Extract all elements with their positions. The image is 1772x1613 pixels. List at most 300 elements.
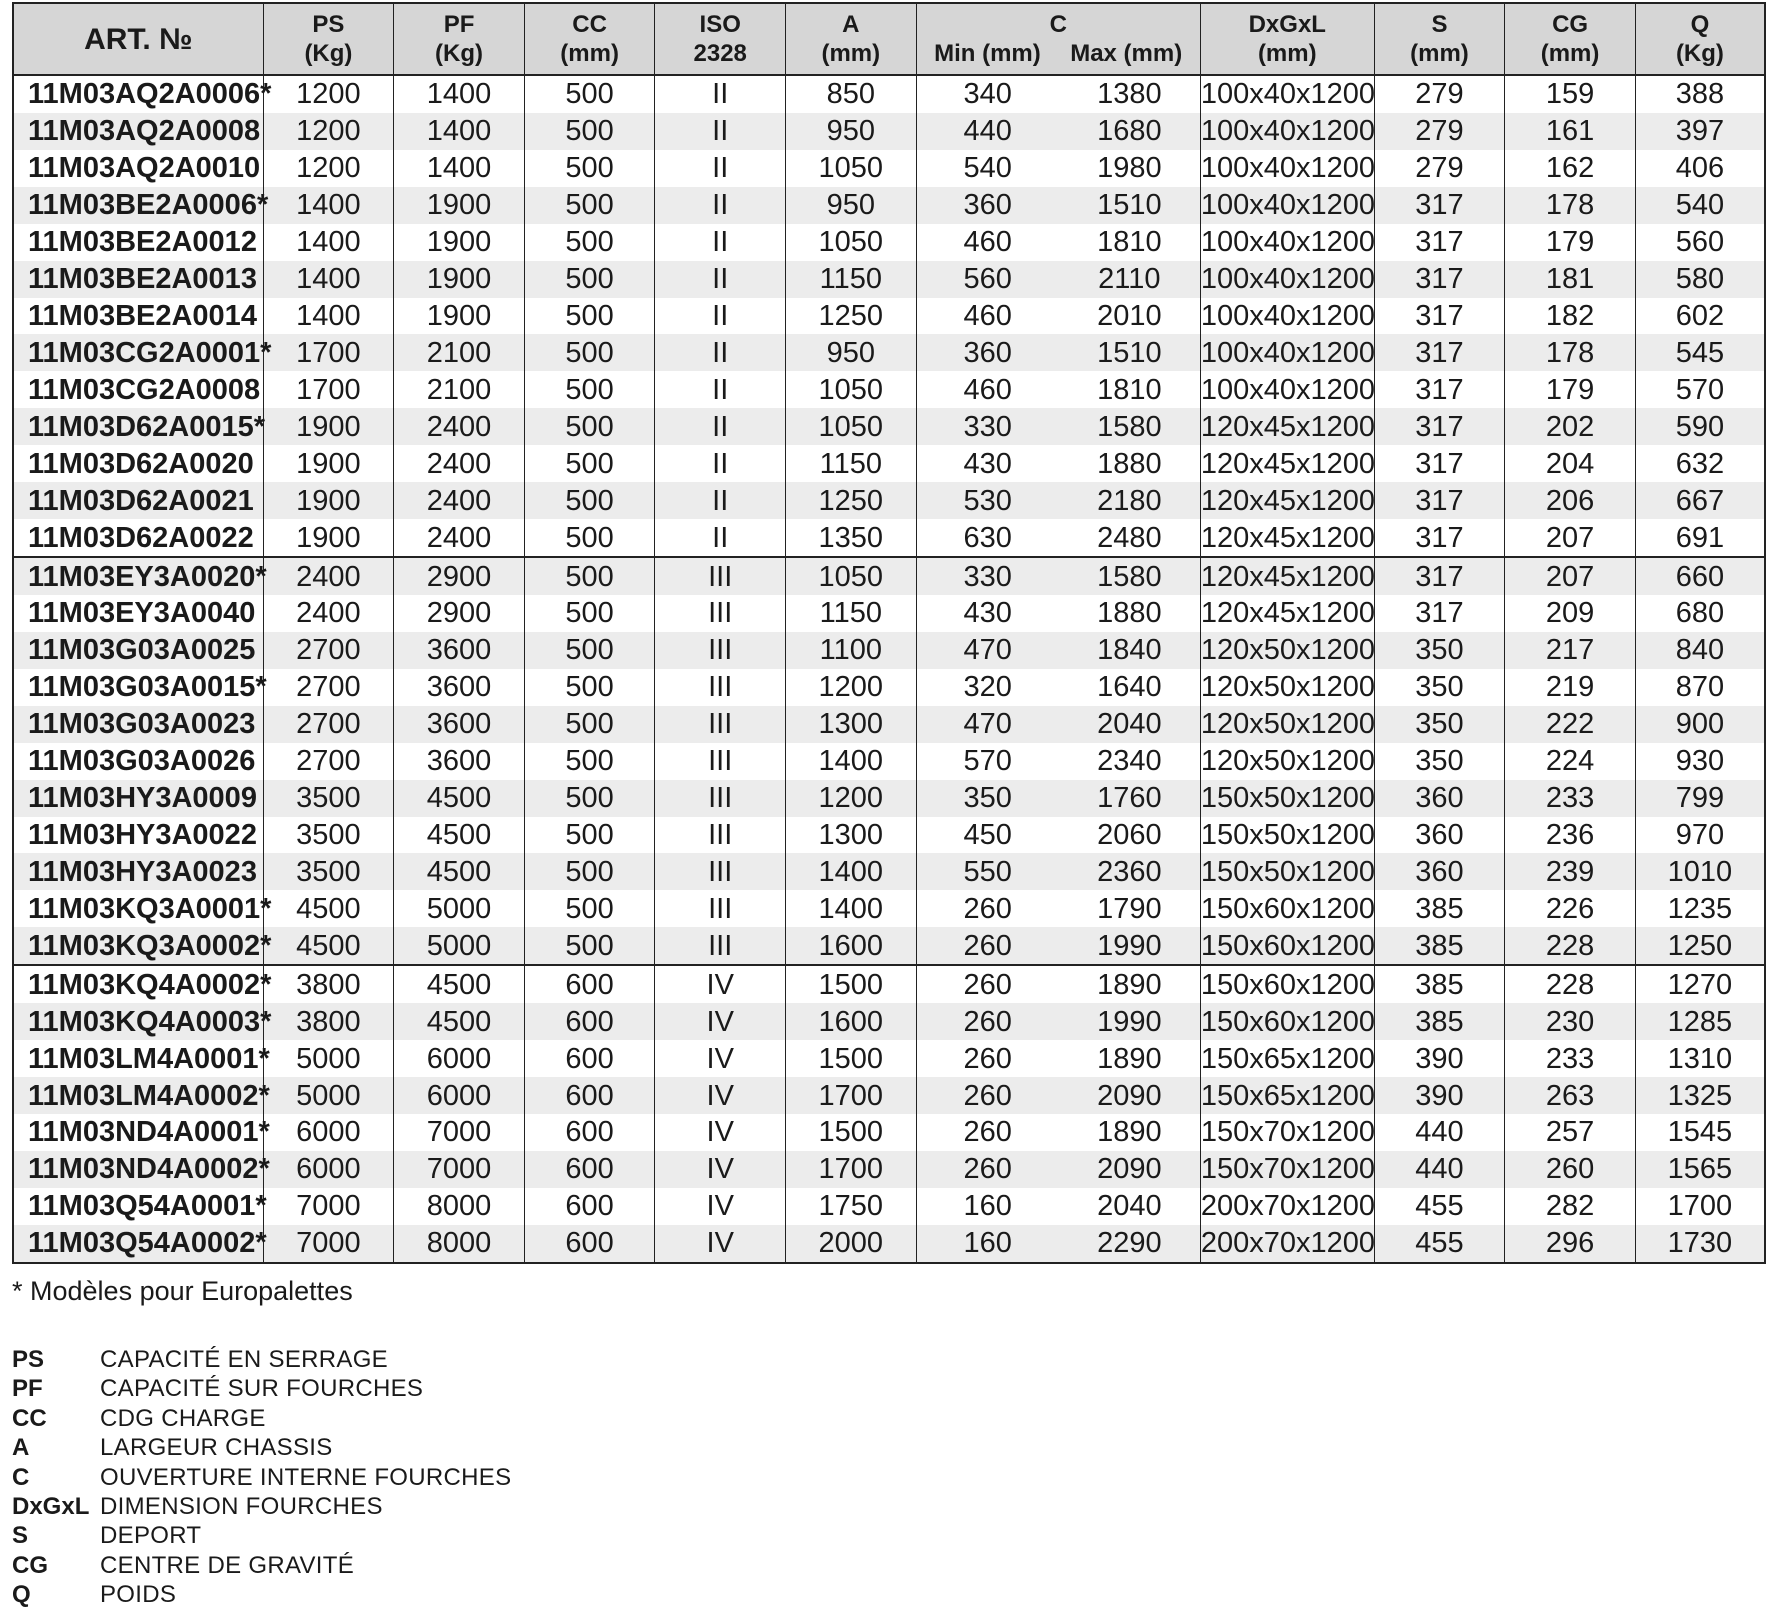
cell-q: 602 [1635, 298, 1765, 335]
legend-desc: CDG CHARGE [100, 1404, 266, 1432]
cell-ps: 3800 [263, 965, 394, 1003]
cell-a: 1600 [786, 927, 917, 965]
cell-art: 11M03EY3A0020* [13, 557, 263, 595]
legend-abbr: DxGxL [12, 1492, 90, 1520]
cell-cg: 161 [1505, 113, 1636, 150]
cell-a: 1050 [786, 408, 917, 445]
cell-c-min: 460 [916, 371, 1059, 408]
cell-cg: 282 [1505, 1188, 1636, 1225]
cell-art: 11M03CG2A0008 [13, 371, 263, 408]
cell-s: 350 [1374, 632, 1505, 669]
cell-a: 1350 [786, 519, 917, 557]
cell-cc: 500 [524, 482, 655, 519]
cell-iso: II [655, 261, 786, 298]
cell-iso: IV [655, 1114, 786, 1151]
cell-ps: 6000 [263, 1151, 394, 1188]
cell-c-min: 440 [916, 113, 1059, 150]
cell-s: 350 [1374, 706, 1505, 743]
cell-dxgxl: 120x50x1200 [1200, 669, 1374, 706]
legend-item [12, 1433, 511, 1462]
cell-iso: III [655, 669, 786, 706]
cell-cc: 600 [524, 1114, 655, 1151]
cell-s: 317 [1374, 187, 1505, 224]
table-row [13, 817, 1765, 854]
cell-ps: 5000 [263, 1040, 394, 1077]
cell-c-max: 2040 [1059, 706, 1201, 743]
cell-cg: 217 [1505, 632, 1636, 669]
col-header-art: ART. № [13, 3, 263, 75]
legend-item [12, 1521, 511, 1550]
cell-c-min: 330 [916, 557, 1059, 595]
cell-c-min: 570 [916, 743, 1059, 780]
cell-a: 1150 [786, 261, 917, 298]
cell-ps: 1700 [263, 371, 394, 408]
cell-art: 11M03AQ2A0006* [13, 75, 263, 113]
legend-abbr: Q [12, 1581, 31, 1609]
cell-iso: II [655, 224, 786, 261]
cell-cg: 181 [1505, 261, 1636, 298]
cell-q: 590 [1635, 408, 1765, 445]
cell-cg: 207 [1505, 557, 1636, 595]
cell-ps: 1400 [263, 224, 394, 261]
cell-ps: 1700 [263, 334, 394, 371]
cell-cc: 500 [524, 780, 655, 817]
cell-art: 11M03CG2A0001* [13, 334, 263, 371]
legend-item [12, 1463, 511, 1492]
cell-cc: 500 [524, 224, 655, 261]
cell-iso: IV [655, 1225, 786, 1263]
cell-cc: 500 [524, 113, 655, 150]
cell-s: 317 [1374, 408, 1505, 445]
legend-abbr: C [12, 1463, 30, 1491]
cell-art: 11M03Q54A0001* [13, 1188, 263, 1225]
cell-dxgxl: 150x65x1200 [1200, 1040, 1374, 1077]
cell-pf: 1400 [394, 75, 525, 113]
cell-ps: 1200 [263, 150, 394, 187]
cell-iso: II [655, 298, 786, 335]
cell-art: 11M03D62A0022 [13, 519, 263, 557]
cell-a: 1500 [786, 965, 917, 1003]
cell-cg: 179 [1505, 371, 1636, 408]
cell-s: 455 [1374, 1188, 1505, 1225]
cell-pf: 2100 [394, 371, 525, 408]
cell-art: 11M03Q54A0002* [13, 1225, 263, 1263]
cell-s: 350 [1374, 743, 1505, 780]
legend-abbr: PS [12, 1346, 45, 1373]
cell-a: 1600 [786, 1003, 917, 1040]
cell-cg: 296 [1505, 1225, 1636, 1263]
legend-item [12, 1374, 511, 1403]
cell-c-min: 360 [916, 334, 1059, 371]
cell-s: 385 [1374, 1003, 1505, 1040]
cell-q: 1285 [1635, 1003, 1765, 1040]
cell-q: 1545 [1635, 1114, 1765, 1151]
cell-pf: 2100 [394, 334, 525, 371]
cell-cg: 207 [1505, 519, 1636, 557]
cell-cc: 500 [524, 743, 655, 780]
cell-dxgxl: 120x50x1200 [1200, 706, 1374, 743]
col-header-c-min: Min (mm) [934, 40, 1041, 67]
cell-art: 11M03LM4A0002* [13, 1077, 263, 1114]
cell-s: 317 [1374, 298, 1505, 335]
cell-cc: 500 [524, 632, 655, 669]
cell-ps: 1400 [263, 298, 394, 335]
cell-s: 317 [1374, 482, 1505, 519]
cell-art: 11M03HY3A0009 [13, 780, 263, 817]
cell-cc: 500 [524, 927, 655, 965]
cell-pf: 6000 [394, 1077, 525, 1114]
cell-cc: 600 [524, 1040, 655, 1077]
cell-cg: 239 [1505, 853, 1636, 890]
cell-cc: 500 [524, 445, 655, 482]
legend-desc: POIDS [100, 1581, 177, 1609]
cell-c-min: 470 [916, 632, 1059, 669]
cell-iso: II [655, 75, 786, 113]
cell-art: 11M03KQ4A0002* [13, 965, 263, 1003]
cell-c-max: 2340 [1097, 745, 1162, 778]
cell-iso: II [655, 113, 786, 150]
cell-q: 660 [1635, 557, 1765, 595]
cell-s: 317 [1374, 557, 1505, 595]
table-row [13, 1151, 1765, 1188]
cell-a: 1050 [786, 224, 917, 261]
cell-pf: 1900 [394, 298, 525, 335]
cell-pf: 2400 [394, 519, 525, 557]
cell-a: 1250 [786, 482, 917, 519]
cell-c-min: 460 [916, 298, 1059, 335]
cell-art: 11M03AQ2A0008 [13, 113, 263, 150]
cell-ps: 2700 [263, 632, 394, 669]
cell-cc: 600 [524, 965, 655, 1003]
cell-a: 1150 [786, 445, 917, 482]
cell-s: 385 [1374, 927, 1505, 965]
cell-dxgxl: 150x70x1200 [1200, 1151, 1374, 1188]
table-row [13, 113, 1765, 150]
legend-item [12, 1580, 511, 1609]
cell-cc: 500 [524, 187, 655, 224]
cell-a: 2000 [786, 1225, 917, 1263]
table-row [13, 519, 1765, 557]
table-row [13, 595, 1765, 632]
legend-desc: DEPORT [100, 1522, 202, 1550]
table-row [13, 1003, 1765, 1040]
cell-c-min: 560 [916, 261, 1059, 298]
cell-q: 397 [1635, 113, 1765, 150]
cell-art: 11M03G03A0025 [13, 632, 263, 669]
cell-cg: 182 [1505, 298, 1636, 335]
legend-desc: LARGEUR CHASSIS [100, 1434, 333, 1462]
cell-q: 1565 [1635, 1151, 1765, 1188]
cell-s: 390 [1374, 1077, 1505, 1114]
cell-c-max: 1580 [1059, 408, 1201, 445]
cell-pf: 1900 [394, 261, 525, 298]
cell-q: 406 [1635, 150, 1765, 187]
cell-q: 1250 [1635, 927, 1765, 965]
cell-c-min: 470 [916, 706, 1059, 743]
cell-pf: 4500 [394, 1003, 525, 1040]
cell-pf: 3600 [394, 706, 525, 743]
cell-art: 11M03D62A0015* [13, 408, 263, 445]
cell-c-max: 1580 [1059, 557, 1201, 595]
cell-cc: 500 [524, 519, 655, 557]
cell-s: 390 [1374, 1040, 1505, 1077]
cell-a: 1200 [786, 780, 917, 817]
cell-cg: 224 [1505, 743, 1636, 780]
cell-pf: 6000 [394, 1040, 525, 1077]
cell-iso: IV [655, 1077, 786, 1114]
cell-c-max: 1680 [1059, 113, 1201, 150]
cell-pf: 3600 [394, 669, 525, 706]
cell-a: 1700 [786, 1077, 917, 1114]
table-row [13, 187, 1765, 224]
cell-pf: 5000 [394, 890, 525, 927]
cell-c-max: 2290 [1059, 1225, 1201, 1263]
cell-c-max: 1510 [1059, 334, 1201, 371]
cell-art: 11M03KQ4A0003* [13, 1003, 263, 1040]
cell-a: 1500 [786, 1114, 917, 1151]
cell-art: 11M03BE2A0014 [13, 298, 263, 335]
cell-dxgxl: 120x45x1200 [1200, 557, 1374, 595]
cell-pf: 2400 [394, 408, 525, 445]
cell-ps: 1900 [263, 519, 394, 557]
cell-q: 840 [1635, 632, 1765, 669]
cell-q: 680 [1635, 595, 1765, 632]
cell-s: 360 [1374, 780, 1505, 817]
cell-s: 385 [1374, 890, 1505, 927]
cell-ps: 1900 [263, 408, 394, 445]
cell-pf: 8000 [394, 1225, 525, 1263]
cell-s: 279 [1374, 113, 1505, 150]
cell-cc: 500 [524, 669, 655, 706]
cell-pf: 7000 [394, 1114, 525, 1151]
cell-pf: 2400 [394, 445, 525, 482]
cell-ps: 1400 [263, 187, 394, 224]
cell-q: 580 [1635, 261, 1765, 298]
cell-cg: 228 [1505, 927, 1636, 965]
cell-q: 388 [1635, 75, 1765, 113]
cell-dxgxl: 150x70x1200 [1200, 1114, 1374, 1151]
cell-pf: 3600 [394, 632, 525, 669]
cell-dxgxl: 100x40x1200 [1200, 150, 1374, 187]
cell-cc: 500 [524, 557, 655, 595]
cell-a: 1750 [786, 1188, 917, 1225]
table-row [13, 1077, 1765, 1114]
cell-c-max: 2090 [1059, 1077, 1201, 1114]
cell-art: 11M03BE2A0006* [13, 187, 263, 224]
cell-c-max: 1840 [1059, 632, 1201, 669]
cell-cc: 600 [524, 1003, 655, 1040]
legend-abbr: PF [12, 1375, 43, 1403]
cell-c-min: 350 [916, 780, 1059, 817]
cell-cc: 600 [524, 1188, 655, 1225]
table-row [13, 408, 1765, 445]
col-header-pf: PF (Kg) [394, 3, 525, 75]
cell-art: 11M03AQ2A0010 [13, 150, 263, 187]
table-row [13, 669, 1765, 706]
cell-iso: IV [655, 1040, 786, 1077]
cell-dxgxl: 120x45x1200 [1200, 519, 1374, 557]
cell-a: 1500 [786, 1040, 917, 1077]
cell-pf: 2400 [394, 482, 525, 519]
cell-cg: 179 [1505, 224, 1636, 261]
cell-q: 970 [1635, 817, 1765, 854]
cell-c-max: 2110 [1059, 261, 1201, 298]
cell-ps: 5000 [263, 1077, 394, 1114]
legend-desc: CENTRE DE GRAVITÉ [100, 1551, 355, 1579]
cell-cc: 500 [524, 150, 655, 187]
legend-desc: CAPACITÉ SUR FOURCHES [100, 1375, 424, 1403]
cell-iso: III [655, 706, 786, 743]
cell-c-min: 260 [916, 890, 1059, 927]
cell-a: 850 [786, 75, 917, 113]
cell-pf: 1900 [394, 187, 525, 224]
table-row [13, 853, 1765, 890]
cell-q: 540 [1635, 187, 1765, 224]
cell-c-max: 1980 [1097, 152, 1162, 185]
cell-art: 11M03KQ3A0002* [13, 927, 263, 965]
cell-art: 11M03G03A0026 [13, 743, 263, 780]
table-row [13, 445, 1765, 482]
cell-art: 11M03KQ3A0001* [13, 890, 263, 927]
cell-iso: III [655, 890, 786, 927]
cell-c-min: 630 [916, 519, 1059, 557]
cell-ps: 2700 [263, 706, 394, 743]
cell-s: 317 [1374, 224, 1505, 261]
cell-c-max: 2480 [1097, 521, 1162, 554]
cell-pf: 2900 [394, 595, 525, 632]
table-row [13, 334, 1765, 371]
cell-cc: 500 [524, 890, 655, 927]
cell-ps: 2700 [263, 743, 394, 780]
cell-cg: 228 [1505, 965, 1636, 1003]
cell-art: 11M03LM4A0001* [13, 1040, 263, 1077]
table-body [13, 75, 1765, 1263]
cell-s: 317 [1374, 519, 1505, 557]
cell-cc: 600 [524, 1225, 655, 1263]
cell-art: 11M03EY3A0040 [13, 595, 263, 632]
cell-a: 1050 [786, 557, 917, 595]
cell-dxgxl: 120x45x1200 [1200, 595, 1374, 632]
cell-iso: IV [655, 1151, 786, 1188]
cell-c-min: 260 [916, 1040, 1059, 1077]
cell-cc: 500 [524, 817, 655, 854]
cell-iso: III [655, 632, 786, 669]
cell-cg: 257 [1505, 1114, 1636, 1151]
cell-pf: 8000 [394, 1188, 525, 1225]
cell-cg: 222 [1505, 706, 1636, 743]
cell-c-min: 160 [916, 1225, 1059, 1263]
legend-item [12, 1345, 511, 1374]
cell-c-max: 1810 [1097, 373, 1162, 406]
cell-q: 691 [1635, 519, 1765, 557]
cell-cg: 263 [1505, 1077, 1636, 1114]
cell-iso: III [655, 557, 786, 595]
cell-iso: III [655, 780, 786, 817]
cell-c-min: 330 [916, 408, 1059, 445]
cell-a: 1150 [786, 595, 917, 632]
cell-pf: 1400 [394, 150, 525, 187]
cell-dxgxl: 100x40x1200 [1200, 334, 1374, 371]
cell-ps: 4500 [263, 890, 394, 927]
cell-a: 1400 [786, 853, 917, 890]
cell-cg: 233 [1505, 1040, 1636, 1077]
cell-ps: 6000 [263, 1114, 394, 1151]
cell-ps: 1900 [263, 482, 394, 519]
cell-c-max: 1790 [1097, 892, 1162, 925]
table-row [13, 1225, 1765, 1263]
cell-a: 1250 [786, 298, 917, 335]
cell-dxgxl: 100x40x1200 [1200, 261, 1374, 298]
cell-cc: 500 [524, 408, 655, 445]
cell-dxgxl: 150x60x1200 [1200, 1003, 1374, 1040]
cell-cg: 162 [1505, 150, 1636, 187]
cell-a: 1050 [786, 371, 917, 408]
cell-iso: IV [655, 1188, 786, 1225]
cell-ps: 7000 [263, 1225, 394, 1263]
cell-c-max: 2040 [1097, 1190, 1162, 1223]
abbreviation-legend [12, 1345, 511, 1610]
cell-dxgxl: 100x40x1200 [1200, 113, 1374, 150]
cell-iso: II [655, 334, 786, 371]
cell-ps: 2700 [263, 669, 394, 706]
cell-pf: 3600 [394, 743, 525, 780]
cell-dxgxl: 100x40x1200 [1200, 75, 1374, 113]
table-row [13, 1040, 1765, 1077]
cell-pf: 2900 [394, 557, 525, 595]
cell-a: 1700 [786, 1151, 917, 1188]
cell-c-max: 2180 [1059, 482, 1201, 519]
cell-c-max: 2090 [1059, 1151, 1201, 1188]
col-header-iso: ISO 2328 [655, 3, 786, 75]
cell-art: 11M03D62A0021 [13, 482, 263, 519]
cell-dxgxl: 150x50x1200 [1200, 853, 1374, 890]
cell-ps: 3500 [263, 853, 394, 890]
col-header-cg: CG (mm) [1505, 3, 1636, 75]
cell-c-max: 1380 [1097, 78, 1162, 111]
cell-iso: II [655, 187, 786, 224]
cell-dxgxl: 120x50x1200 [1200, 632, 1374, 669]
cell-ps: 4500 [263, 927, 394, 965]
col-header-c-max: Max (mm) [1070, 40, 1183, 67]
cell-cg: 159 [1505, 75, 1636, 113]
legend-desc: DIMENSION FOURCHES [100, 1492, 383, 1520]
cell-a: 1300 [786, 706, 917, 743]
cell-art: 11M03BE2A0013 [13, 261, 263, 298]
cell-cg: 226 [1505, 890, 1636, 927]
cell-c-min: 550 [916, 853, 1059, 890]
cell-cc: 500 [524, 334, 655, 371]
table-row [13, 557, 1765, 595]
cell-cg: 230 [1505, 1003, 1636, 1040]
cell-c-max: 1640 [1097, 671, 1162, 704]
cell-c-max: 1880 [1097, 597, 1162, 630]
cell-c-max: 2010 [1097, 300, 1162, 333]
cell-art: 11M03ND4A0001* [13, 1114, 263, 1151]
cell-a: 950 [786, 113, 917, 150]
cell-s: 317 [1374, 371, 1505, 408]
cell-cg: 260 [1505, 1151, 1636, 1188]
cell-c-max: 1760 [1059, 780, 1201, 817]
cell-s: 317 [1374, 334, 1505, 371]
cell-s: 455 [1374, 1225, 1505, 1263]
cell-a: 950 [786, 334, 917, 371]
cell-dxgxl: 120x45x1200 [1200, 445, 1374, 482]
cell-pf: 4500 [394, 853, 525, 890]
legend-item [12, 1492, 511, 1521]
legend-item [12, 1551, 511, 1580]
cell-pf: 4500 [394, 965, 525, 1003]
cell-dxgxl: 120x45x1200 [1200, 482, 1374, 519]
